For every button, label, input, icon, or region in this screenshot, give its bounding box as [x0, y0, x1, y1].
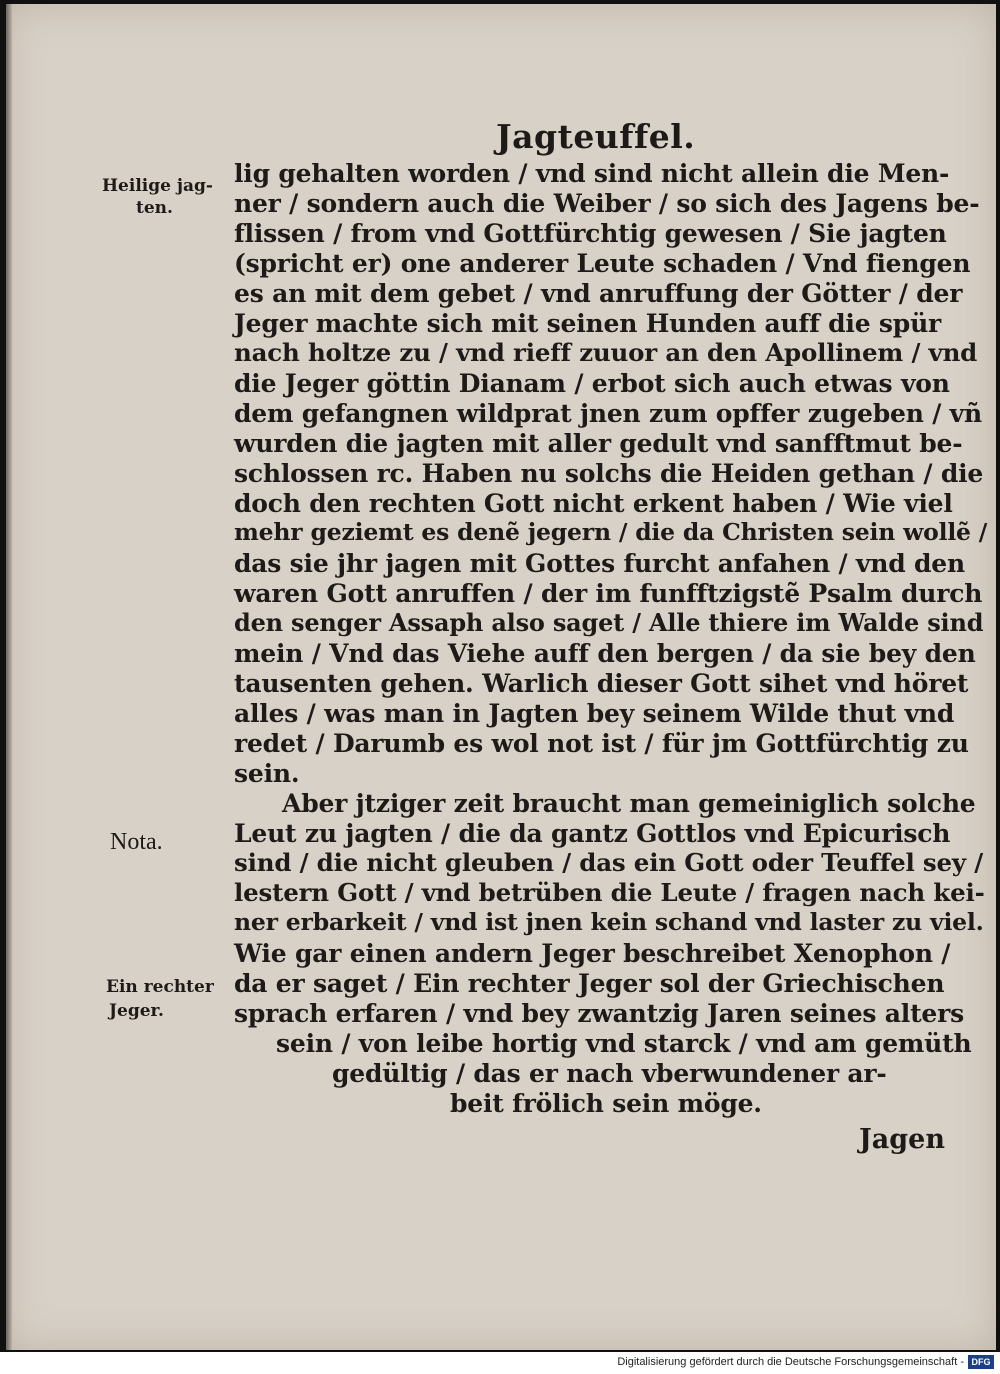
text-line: sein / von leibe hortig vnd starck / vnd am gemüth	[276, 1029, 972, 1058]
text-line: Wie gar einen andern Jeger beschreibet Xenophon /	[234, 939, 951, 968]
catchword: Jagen	[859, 1124, 945, 1155]
text-line: doch den rechten Gott nicht erkent haben / Wie viel	[234, 489, 953, 518]
running-header: Jagteuffel.	[496, 117, 696, 156]
text-line: mehr geziemt es denẽ jegern / die da Christen sein wollẽ /	[234, 518, 988, 546]
text-line: Leut zu jagten / die da gantz Gottlos vnd Epicurisch	[234, 819, 951, 848]
text-line: gedültig / das er nach vberwundener ar-	[332, 1059, 887, 1088]
text-line: beit frölich sein möge.	[450, 1089, 762, 1118]
text-line: ner erbarkeit / vnd ist jnen kein schand vnd laster zu viel.	[234, 908, 984, 936]
digitization-footer	[0, 1352, 1000, 1374]
margin-note-nota: Nota.	[110, 829, 163, 855]
text-line: dem gefangnen wildprat jnen zum opffer zugeben / vñ	[234, 399, 982, 428]
text-line: den senger Assaph also saget / Alle thiere im Walde sind	[234, 608, 984, 637]
text-line: das sie jhr jagen mit Gottes furcht anfahen / vnd den	[234, 549, 965, 578]
margin-note-heilige-cont: ten.	[136, 198, 173, 218]
text-line: alles / was man in Jagten bey seinem Wilde thut vnd	[234, 699, 955, 728]
text-line: lestern Gott / vnd betrüben die Leute / fragen nach kei-	[234, 878, 985, 907]
text-line: Aber jtziger zeit braucht man gemeiniglich solche	[282, 789, 976, 818]
text-line: die Jeger göttin Dianam / erbot sich auch etwas von	[234, 369, 950, 398]
text-line: waren Gott anruffen / der im funfftzigstẽ Psalm durch	[234, 579, 983, 608]
margin-note-heilige: Heilige jag-	[102, 176, 213, 196]
book-page	[6, 4, 996, 1350]
margin-note-ein-rechter: Ein rechter	[106, 977, 214, 997]
text-line: redet / Darumb es wol not ist / für jm Gottfürchtig zu	[234, 729, 969, 758]
page-edge-shadow	[6, 4, 12, 1350]
text-line: sein.	[234, 759, 300, 788]
text-line: da er saget / Ein rechter Jeger sol der Griechischen	[234, 969, 945, 998]
text-line: mein / Vnd das Viehe auff den bergen / da sie bey den	[234, 639, 976, 668]
text-line: sprach erfaren / vnd bey zwantzig Jaren seines alters	[234, 999, 964, 1028]
text-line: tausenten gehen. Warlich dieser Gott sihet vnd höret	[234, 669, 969, 698]
text-line: Jeger machte sich mit seinen Hunden auff die spür	[234, 309, 942, 338]
text-line: nach holtze zu / vnd rieff zuuor an den Apollinem / vnd	[234, 338, 978, 367]
text-line: flissen / from vnd Gottfürchtig gewesen / Sie jagten	[234, 219, 947, 248]
text-line: wurden die jagten mit aller gedult vnd sanfftmut be-	[234, 429, 963, 458]
dfg-logo-icon: DFG	[968, 1355, 994, 1369]
text-line: (spricht er) one anderer Leute schaden / Vnd fiengen	[234, 249, 971, 278]
margin-note-jeger: Jeger.	[109, 1001, 164, 1021]
funding-credit: Digitalisierung gefördert durch die Deutsche Forschungsgemeinschaft -	[617, 1356, 964, 1368]
text-line: es an mit dem gebet / vnd anruffung der Götter / der	[234, 279, 963, 308]
text-line: sind / die nicht gleuben / das ein Gott oder Teuffel sey /	[234, 848, 983, 877]
text-line: ner / sondern auch die Weiber / so sich des Jagens be-	[234, 189, 980, 218]
text-line: schlossen rc. Haben nu solchs die Heiden gethan / die	[234, 459, 984, 488]
text-line: lig gehalten worden / vnd sind nicht allein die Men-	[234, 159, 950, 188]
